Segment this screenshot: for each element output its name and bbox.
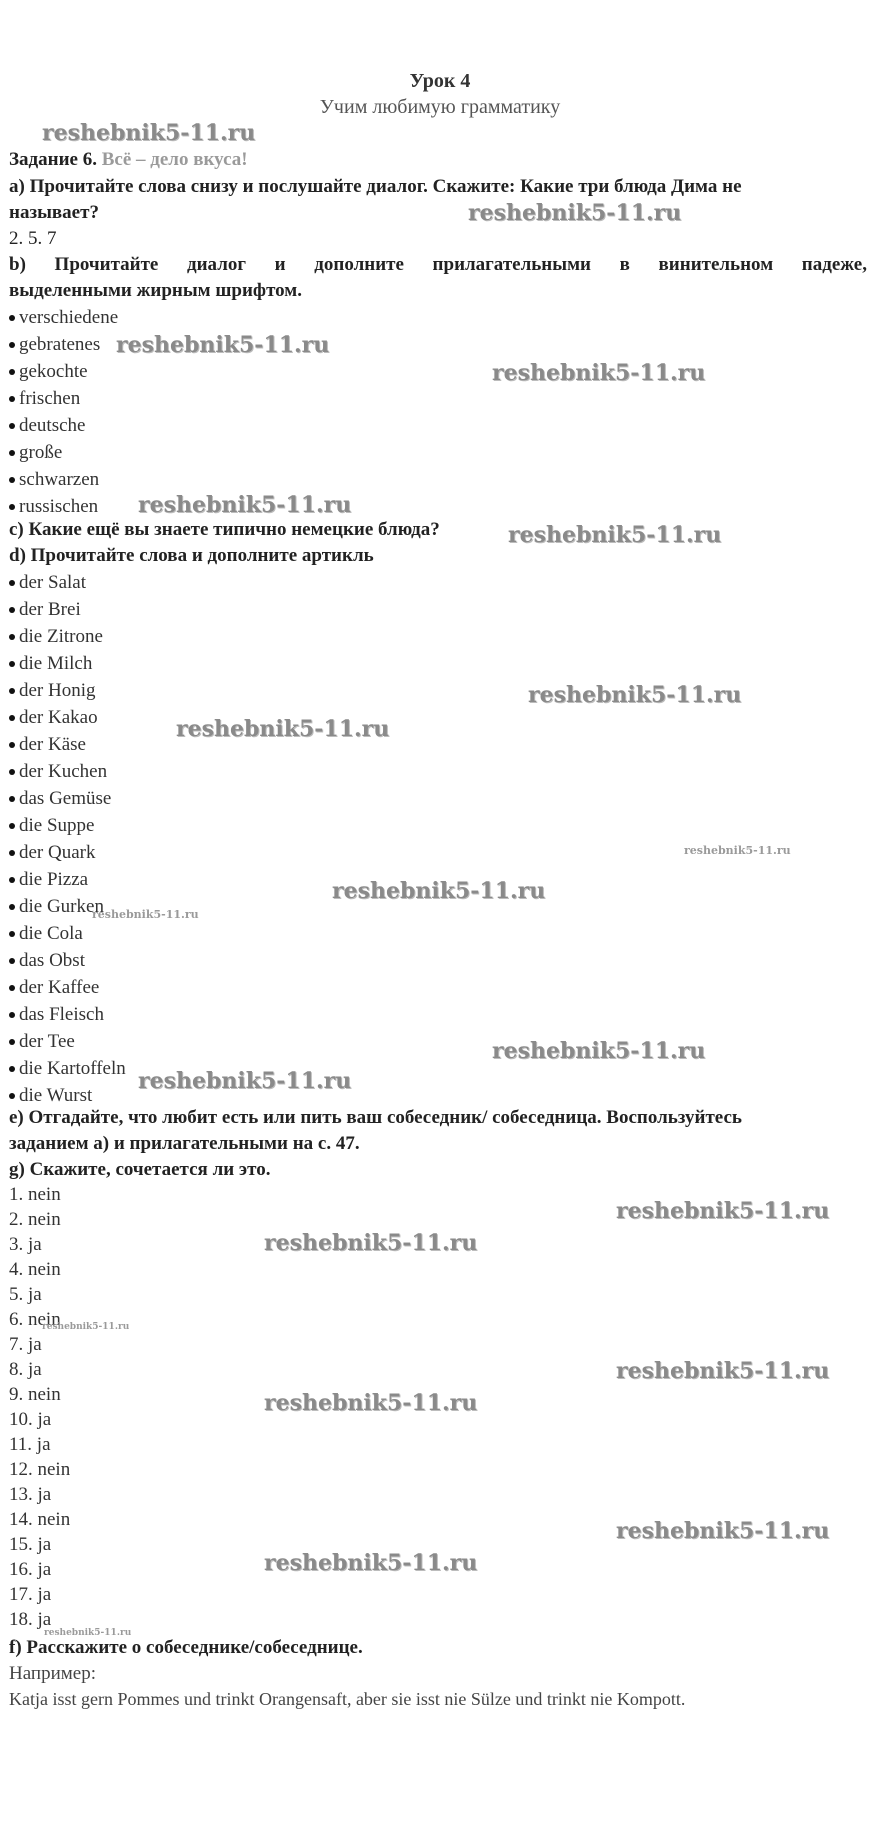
task-name: Всё – дело вкуса! bbox=[96, 149, 248, 170]
list-item: 17. ja bbox=[9, 1584, 52, 1605]
list-item: große bbox=[9, 439, 62, 466]
list-item: russischen bbox=[9, 493, 98, 520]
task-title bbox=[9, 146, 248, 173]
bullet-icon bbox=[9, 342, 15, 348]
bullet-icon bbox=[9, 823, 15, 829]
list-item: der Tee bbox=[9, 1028, 75, 1055]
list-item: der Brei bbox=[9, 596, 81, 623]
list-item: frischen bbox=[9, 385, 80, 412]
bullet-icon bbox=[9, 1093, 15, 1099]
watermark: reshebnik5-11.ru bbox=[92, 908, 199, 921]
question-a-line1: a) Прочитайте слова снизу и послушайте диалог. Скажите: Какие три блюда Дима не bbox=[9, 176, 742, 197]
bullet-icon bbox=[9, 769, 15, 775]
bullet-icon bbox=[9, 504, 15, 510]
list-item: 4. nein bbox=[9, 1259, 61, 1280]
list-item: 1. nein bbox=[9, 1184, 61, 1205]
list-item: 5. ja bbox=[9, 1284, 42, 1305]
watermark: reshebnik5-11.ru bbox=[44, 1628, 132, 1638]
watermark: reshebnik5-11.ru bbox=[492, 1038, 706, 1064]
question-e-line1: e) Отгадайте, что любит есть или пить ваш собеседник/ собеседница. Воспользуйтесь bbox=[9, 1107, 742, 1128]
list-item: der Quark bbox=[9, 839, 96, 866]
question-b-line1: b) Прочитайте диалог и дополните прилагательными в винительном падеже, bbox=[9, 254, 867, 275]
list-item: die Pizza bbox=[9, 866, 88, 893]
list-item: gebratenes bbox=[9, 331, 100, 358]
list-item: die Milch bbox=[9, 650, 92, 677]
bullet-icon bbox=[9, 315, 15, 321]
question-c: c) Какие ещё вы знаете типично немецкие блюда? bbox=[9, 519, 440, 540]
watermark: reshebnik5-11.ru bbox=[332, 878, 546, 904]
watermark: reshebnik5-11.ru bbox=[42, 1322, 130, 1332]
list-item: 2. nein bbox=[9, 1209, 61, 1230]
watermark: reshebnik5-11.ru bbox=[138, 1068, 352, 1094]
list-item: die Cola bbox=[9, 920, 83, 947]
list-item: 10. ja bbox=[9, 1409, 52, 1430]
bullet-icon bbox=[9, 742, 15, 748]
list-item: die Zitrone bbox=[9, 623, 103, 650]
answer-a: 2. 5. 7 bbox=[9, 228, 57, 249]
question-e-line2: заданием а) и прилагательными на с. 47. bbox=[9, 1133, 360, 1154]
watermark: reshebnik5-11.ru bbox=[492, 360, 706, 386]
question-f: f) Расскажите о собеседнике/собеседнице. bbox=[9, 1637, 363, 1658]
list-item: das Gemüse bbox=[9, 785, 111, 812]
lesson-title: Урок 4 bbox=[409, 70, 471, 92]
watermark: reshebnik5-11.ru bbox=[116, 332, 330, 358]
bullet-icon bbox=[9, 796, 15, 802]
bullet-icon bbox=[9, 1012, 15, 1018]
list-item: die Suppe bbox=[9, 812, 94, 839]
lesson-subtitle: Учим любимую грамматику bbox=[319, 96, 561, 118]
list-item: 12. nein bbox=[9, 1459, 71, 1480]
bullet-icon bbox=[9, 958, 15, 964]
watermark: reshebnik5-11.ru bbox=[264, 1390, 478, 1416]
bullet-icon bbox=[9, 931, 15, 937]
bullet-icon bbox=[9, 904, 15, 910]
bullet-icon bbox=[9, 580, 15, 586]
bullet-icon bbox=[9, 661, 15, 667]
watermark: reshebnik5-11.ru bbox=[468, 200, 682, 226]
watermark: reshebnik5-11.ru bbox=[264, 1550, 478, 1576]
bullet-icon bbox=[9, 423, 15, 429]
list-item: der Salat bbox=[9, 569, 86, 596]
bullet-icon bbox=[9, 985, 15, 991]
watermark: reshebnik5-11.ru bbox=[616, 1198, 830, 1224]
list-item: der Käse bbox=[9, 731, 86, 758]
list-item: die Wurst bbox=[9, 1082, 92, 1109]
list-item: gekochte bbox=[9, 358, 88, 385]
bullet-icon bbox=[9, 688, 15, 694]
list-item: der Honig bbox=[9, 677, 96, 704]
list-item: schwarzen bbox=[9, 466, 99, 493]
question-a-line2: называет? bbox=[9, 202, 99, 223]
list-item: 3. ja bbox=[9, 1234, 42, 1255]
list-item: 15. ja bbox=[9, 1534, 52, 1555]
watermark: reshebnik5-11.ru bbox=[616, 1358, 830, 1384]
watermark: reshebnik5-11.ru bbox=[42, 120, 256, 146]
watermark: reshebnik5-11.ru bbox=[138, 492, 352, 518]
watermark: reshebnik5-11.ru bbox=[264, 1230, 478, 1256]
list-item: 8. ja bbox=[9, 1359, 42, 1380]
example-label: Например: bbox=[9, 1663, 96, 1684]
list-item: 11. ja bbox=[9, 1434, 51, 1455]
watermark: reshebnik5-11.ru bbox=[616, 1518, 830, 1544]
bullet-icon bbox=[9, 877, 15, 883]
list-item: das Obst bbox=[9, 947, 85, 974]
bullet-icon bbox=[9, 396, 15, 402]
watermark: reshebnik5-11.ru bbox=[684, 844, 791, 857]
list-item: 16. ja bbox=[9, 1559, 52, 1580]
bullet-icon bbox=[9, 1039, 15, 1045]
list-item: 18. ja bbox=[9, 1609, 52, 1630]
bullet-icon bbox=[9, 607, 15, 613]
example-text: Katja isst gern Pommes und trinkt Orangensaft, aber sie isst nie Sülze und trinkt nie Kompott. bbox=[9, 1689, 686, 1709]
list-item: verschiedene bbox=[9, 304, 118, 331]
question-g: g) Скажите, сочетается ли это. bbox=[9, 1159, 271, 1180]
list-item: 14. nein bbox=[9, 1509, 71, 1530]
question-d: d) Прочитайте слова и дополните артикль bbox=[9, 545, 374, 566]
list-item: der Kaffee bbox=[9, 974, 99, 1001]
list-item: 9. nein bbox=[9, 1384, 61, 1405]
bullet-icon bbox=[9, 1066, 15, 1072]
task-number: Задание 6. bbox=[9, 149, 97, 170]
list-item: 13. ja bbox=[9, 1484, 52, 1505]
list-item: deutsche bbox=[9, 412, 85, 439]
list-item: der Kuchen bbox=[9, 758, 107, 785]
list-item: die Kartoffeln bbox=[9, 1055, 126, 1082]
bullet-icon bbox=[9, 450, 15, 456]
watermark: reshebnik5-11.ru bbox=[528, 682, 742, 708]
bullet-icon bbox=[9, 369, 15, 375]
list-item: 7. ja bbox=[9, 1334, 42, 1355]
list-item: 6. nein bbox=[9, 1309, 61, 1330]
question-b-line2: выделенными жирным шрифтом. bbox=[9, 280, 302, 301]
bullet-icon bbox=[9, 850, 15, 856]
watermark: reshebnik5-11.ru bbox=[176, 716, 390, 742]
watermark: reshebnik5-11.ru bbox=[508, 522, 722, 548]
bullet-icon bbox=[9, 634, 15, 640]
bullet-icon bbox=[9, 715, 15, 721]
bullet-icon bbox=[9, 477, 15, 483]
list-item: die Gurken bbox=[9, 893, 104, 920]
list-item: das Fleisch bbox=[9, 1001, 104, 1028]
list-item: der Kakao bbox=[9, 704, 98, 731]
